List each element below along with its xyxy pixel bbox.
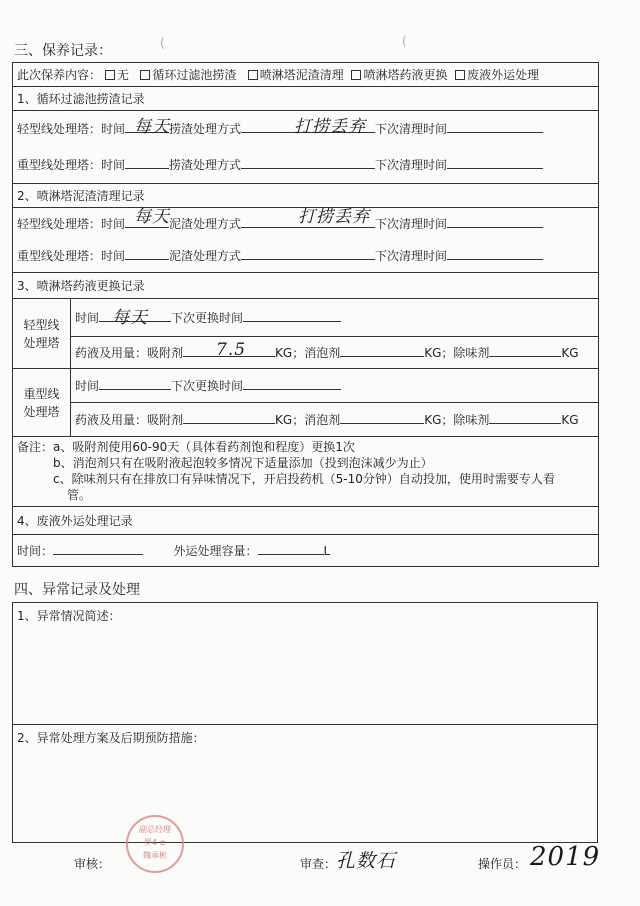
chem-light-time-row [71,299,599,337]
anomaly-solution: 2、异常处理方案及后期预防措施： [13,725,598,843]
handwritten-filter-light-time: 每天 [134,117,170,137]
kg-unit: KG [561,413,579,427]
time-label: 时间 [75,379,100,393]
handwritten-adsorbent-amount: 7.5 [216,340,247,360]
agent-label: 药液及用量：吸附剂 [75,413,184,427]
sludge-light-next-field[interactable] [447,215,543,228]
time-label: 时间 [101,217,126,231]
tower-label: 处理塔 [23,335,60,350]
waste-heading: 4、废液外运处理记录 [13,507,599,535]
checkbox-filter[interactable] [140,70,150,80]
checkbox-tower-chem[interactable] [351,70,361,80]
chem-heavy-time-row [71,369,599,403]
time-label: 时间 [101,158,126,172]
waste-time-label: 时间： [17,544,54,558]
waste-capacity-field[interactable] [258,542,324,555]
filter-heavy-time-field[interactable] [125,156,169,169]
light-line-label: 轻型线 [23,317,60,332]
filter-heavy-method-field[interactable] [241,156,375,169]
checkbox-none[interactable] [105,70,115,80]
content-label: 此次保养内容： [17,68,102,82]
method-label: 捞渣处理方式 [169,158,242,172]
option-filter-label: 循环过滤池捞渣 [152,68,237,82]
deodor-label: ；除味剂 [441,413,490,427]
note-a: a、吸附剂使用60-90天（具体看药剂饱和程度）更换1次 [53,440,355,454]
time-label: 时间 [101,249,126,263]
note-b: b、消泡剂只有在吸附液起泡较多情况下适量添加（投到泡沫减少为止） [53,456,433,470]
defoam-label: ；消泡剂 [292,413,341,427]
chem-heavy-deodor-field[interactable] [489,411,561,424]
chem-light-label-cell [13,299,71,369]
stamp-line-2: 罗4 ± [143,838,167,847]
kg-unit: KG [561,346,579,360]
checkbox-tower-sludge[interactable] [248,70,258,80]
notes-label: 备注： [17,440,54,454]
note-c: c、除味剂只有在排放口有异味情况下，开启投药机（5-10分钟）自动投加，使用时需要专人看 [53,472,555,486]
stamp-line-3: 魏承彬 [143,851,167,860]
heavy-line-label: 重型线处理塔： [17,249,102,263]
time-label: 时间 [75,311,100,325]
chem-heavy-agent-row [71,403,599,437]
filter-light-next-field[interactable] [447,120,543,133]
chem-light-defoam-field[interactable] [340,344,424,357]
maintenance-table [12,62,599,567]
scan-mark: ( [160,36,165,50]
option-none-label: 无 [116,68,129,82]
next-label: 下次清理时间 [375,249,448,263]
liter-unit: L [323,544,331,558]
kg-unit: KG [424,413,442,427]
review-signature: 孔数石 [336,850,397,872]
handwritten-sludge-light-method: 打捞丢弃 [298,207,370,227]
light-line-label: 轻型线处理塔： [17,122,102,136]
maintenance-content-row [13,63,599,87]
time-label: 时间 [101,122,126,136]
filter-heavy-row [17,147,594,183]
kg-unit: KG [275,413,293,427]
heavy-line-label: 重型线 [23,386,60,401]
anomaly-description: 1、异常情况简述： [13,603,598,725]
method-label: 捞渣处理方式 [169,122,242,136]
sludge-heavy-next-field[interactable] [447,247,543,260]
filter-heavy-next-field[interactable] [447,156,543,169]
next-label: 下次清理时间 [375,122,448,136]
waste-capacity-label: 外运处理容量： [173,544,258,558]
kg-unit: KG [275,346,293,360]
kg-unit: KG [424,346,442,360]
chem-light-agent-row [71,337,599,369]
chem-heavy-defoam-field[interactable] [340,411,424,424]
anomaly-table [12,602,598,843]
option-tower-chem-label: 喷淋塔药液更换 [363,68,448,82]
handwritten-filter-light-method: 打捞丢弃 [294,117,366,137]
option-waste-label: 废液外运处理 [467,68,540,82]
chem-heading: 3、喷淋塔药液更换记录 [13,273,599,299]
filter-heading: 1、循环过滤池捞渣记录 [13,87,599,111]
sludge-heavy-row [17,240,594,272]
option-tower-sludge-label: 喷淋塔泥渣清理 [259,68,344,82]
section3-title: 三、保养记录： [14,43,112,59]
scan-mark: ( [402,34,407,48]
next-label: 下次清理时间 [375,158,448,172]
sludge-heavy-time-field[interactable] [125,247,169,260]
handwritten-sludge-light-time: 每天 [134,207,170,227]
notes-block [13,437,599,507]
section4-title: 四、异常记录及处理 [14,582,140,598]
chem-heavy-adsorb-field[interactable] [183,411,275,424]
waste-time-field[interactable] [53,542,143,555]
handwritten-chem-light-time: 每天 [112,308,148,328]
method-label: 泥渣处理方式 [169,217,242,231]
chem-heavy-time-field[interactable] [99,377,171,390]
defoam-label: ；消泡剂 [292,346,341,360]
light-line-label: 轻型线处理塔： [17,217,102,231]
deodor-label: ；除味剂 [441,346,490,360]
tower-label: 处理塔 [23,404,60,419]
chem-heavy-label-cell [13,369,71,437]
checkbox-waste[interactable] [455,70,465,80]
operator-signature: 2019 [530,842,601,872]
operator-label: 操作员： [478,857,527,871]
method-label: 泥渣处理方式 [169,249,242,263]
next-label: 下次清理时间 [375,217,448,231]
sludge-heading: 2、喷淋塔泥渣清理记录 [13,184,599,208]
chem-light-deodor-field[interactable] [489,344,561,357]
next-label: 下次更换时间 [171,311,244,325]
approval-stamp [126,815,184,873]
note-c-continued: 管。 [67,488,92,502]
heavy-line-label: 重型线处理塔： [17,158,102,172]
audit-label: 审核： [74,857,111,871]
chem-light-next-field[interactable] [243,309,341,322]
stamp-line-1: 副总经理 [139,825,171,834]
review-label: 审查： [300,857,337,871]
next-label: 下次更换时间 [171,379,244,393]
agent-label: 药液及用量：吸附剂 [75,346,184,360]
waste-row [13,535,599,567]
sludge-heavy-method-field[interactable] [241,247,375,260]
chem-heavy-next-field[interactable] [243,377,341,390]
